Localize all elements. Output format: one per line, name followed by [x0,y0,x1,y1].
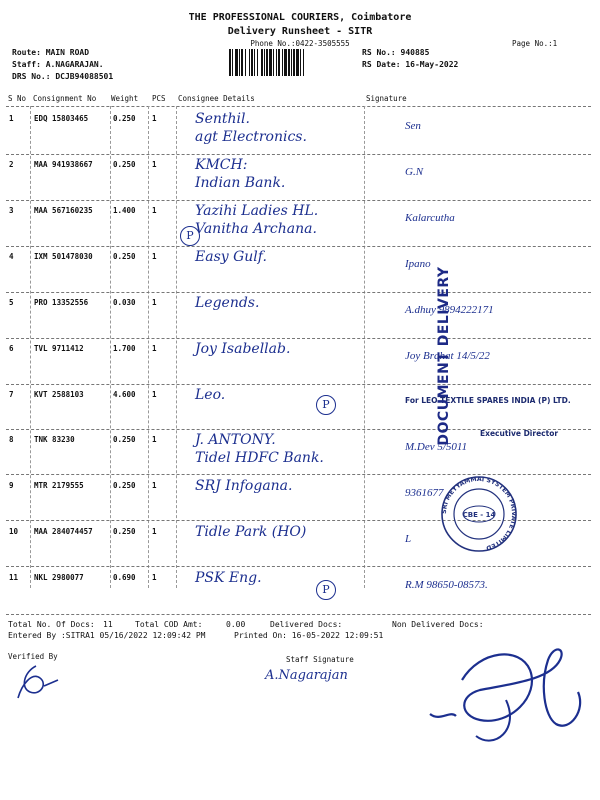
row-signature: R.M 98650-08573. [405,579,488,591]
row-consignment: MAA 284074457 [34,527,93,536]
verified-signature [14,662,62,702]
col-sno: S No [8,94,27,103]
row-pcs: 1 [152,435,157,444]
row-sno: 11 [9,573,19,582]
sheet-title: Delivery Runsheet - SITR [227,26,373,37]
non-delivered-docs-label: Non Delivered Docs: [392,620,484,629]
row-sno: 8 [9,435,14,444]
col-signature: Signature [366,94,407,103]
route: Route: MAIN ROAD [12,48,90,57]
row-sno: 1 [9,114,14,123]
row-consignee: SRJ Infogana. [195,478,293,494]
row-pcs: 1 [152,481,157,490]
row-pcs: 1 [152,390,157,399]
cod-value: 0.00 [226,620,246,629]
phone-number: Phone No.:0422-3505555 [250,39,350,48]
row-weight: 0.250 [113,114,136,123]
row-pcs: 1 [152,573,157,582]
row-consignee: Leo. [195,387,226,403]
row-sno: 7 [9,390,14,399]
row-consignment: IXM 501478030 [34,252,93,261]
row-weight: 0.690 [113,573,136,582]
circled-p-mark: P [316,580,336,600]
row-consignment: KVT 2588103 [34,390,84,399]
row-signature: G.N [405,166,424,178]
staff: Staff: A.NAGARAJAN. [12,60,104,69]
circled-p-mark: P [316,395,336,415]
total-docs-value: 11 [103,620,113,629]
row-consignment: MAA 567160235 [34,206,93,215]
row-consignment: MTR 2179555 [34,481,84,490]
rs-date: RS Date: 16-May-2022 [362,60,459,69]
row-sno: 4 [9,252,14,261]
row-consignment: TVL 9711412 [34,344,84,353]
printed-on: Printed On: 16-05-2022 12:09:51 [234,631,384,640]
row-signature: Ipano [405,258,431,270]
rs-number: RS No.: 940885 [362,48,430,57]
entered-by: Entered By :SITRA1 05/16/2022 12:09:42 PM [8,631,206,640]
row-weight: 0.250 [113,481,136,490]
company-title: THE PROFESSIONAL COURIERS, Coimbatore [188,12,412,23]
manager-signature [410,640,596,760]
staff-signature-name: A.Nagarajan [265,668,348,683]
row-pcs: 1 [152,160,157,169]
row-consignee: Yazihi Ladies HL. Vanitha Archana. [195,203,319,237]
row-pcs: 1 [152,527,157,536]
row-consignment: NKL 2980077 [34,573,84,582]
row-signature: Sen [405,120,421,132]
row-signature: M.Dev 5/5011 [405,441,468,453]
page-number: Page No.:1 [512,39,558,48]
staff-signature-label: Staff Signature [286,655,354,664]
circled-p-mark: P [180,226,200,246]
row-pcs: 1 [152,344,157,353]
col-pcs: PCS [152,94,166,103]
col-weight: Weight [111,94,139,103]
row-pcs: 1 [152,298,157,307]
row-sno: 2 [9,160,14,169]
row-weight: 0.250 [113,527,136,536]
row-consignee: J. ANTONY. Tidel HDFC Bank. [195,432,324,466]
row-consignee: KMCH: Indian Bank. [195,157,286,191]
row-pcs: 1 [152,114,157,123]
row-consignee: Legends. [195,295,260,311]
row-weight: 0.250 [113,252,136,261]
row-consignment: MAA 941938667 [34,160,93,169]
seal-center-text: CBE - 14 [462,511,496,519]
row-pcs: 1 [152,252,157,261]
row-consignee: Tidle Park (HO) [195,524,307,540]
row-weight: 0.250 [113,435,136,444]
row-sno: 5 [9,298,14,307]
row-sno: 6 [9,344,14,353]
row-signature: A.dhuy 9894222171 [405,304,494,316]
row-signature: For LEO TEXTILE SPARES INDIA (P) LTD. [405,396,571,405]
drs-number: DRS No.: DCJB94088501 [12,72,114,81]
row-consignee: PSK Eng. [195,570,262,586]
row-consignee: Joy Isabellab. [195,341,291,357]
total-docs-label: Total No. Of Docs: [8,620,95,629]
cod-label: Total COD Amt: [135,620,203,629]
col-consignee: Consignee Details [178,94,255,103]
row-sno: 10 [9,527,19,536]
verified-by: Verified By [8,652,58,661]
document-delivery-stamp: DOCUMENT DELIVERY [436,266,452,446]
row-sno: 9 [9,481,14,490]
col-consignment: Consignment No [33,94,97,103]
row-signature: Kalarcutha [405,212,455,224]
row-weight: 0.250 [113,160,136,169]
row-weight: 4.600 [113,390,136,399]
row-weight: 1.400 [113,206,136,215]
row-signature: L [405,533,412,545]
row-pcs: 1 [152,206,157,215]
barcode [229,49,353,76]
row-consignment: EDQ 15803465 [34,114,89,123]
row-signature: 9361677 [405,487,444,499]
row-consignment: TNK 83230 [34,435,75,444]
row-weight: 0.030 [113,298,136,307]
row-weight: 1.700 [113,344,136,353]
delivered-docs-label: Delivered Docs: [270,620,343,629]
seal-ring-text: SRI MEYYAMMAI SYSTEM PRIVATE LIMITED [440,475,518,552]
executive-director-stamp: Executive Director [480,429,559,438]
row-consignment: PRO 13352556 [34,298,89,307]
row-sno: 3 [9,206,14,215]
company-seal [434,474,524,554]
row-consignee: Easy Gulf. [195,249,267,265]
row-signature: Joy Brahat 14/5/22 [405,350,490,362]
row-consignee: Senthil. agt Electronics. [195,111,307,145]
